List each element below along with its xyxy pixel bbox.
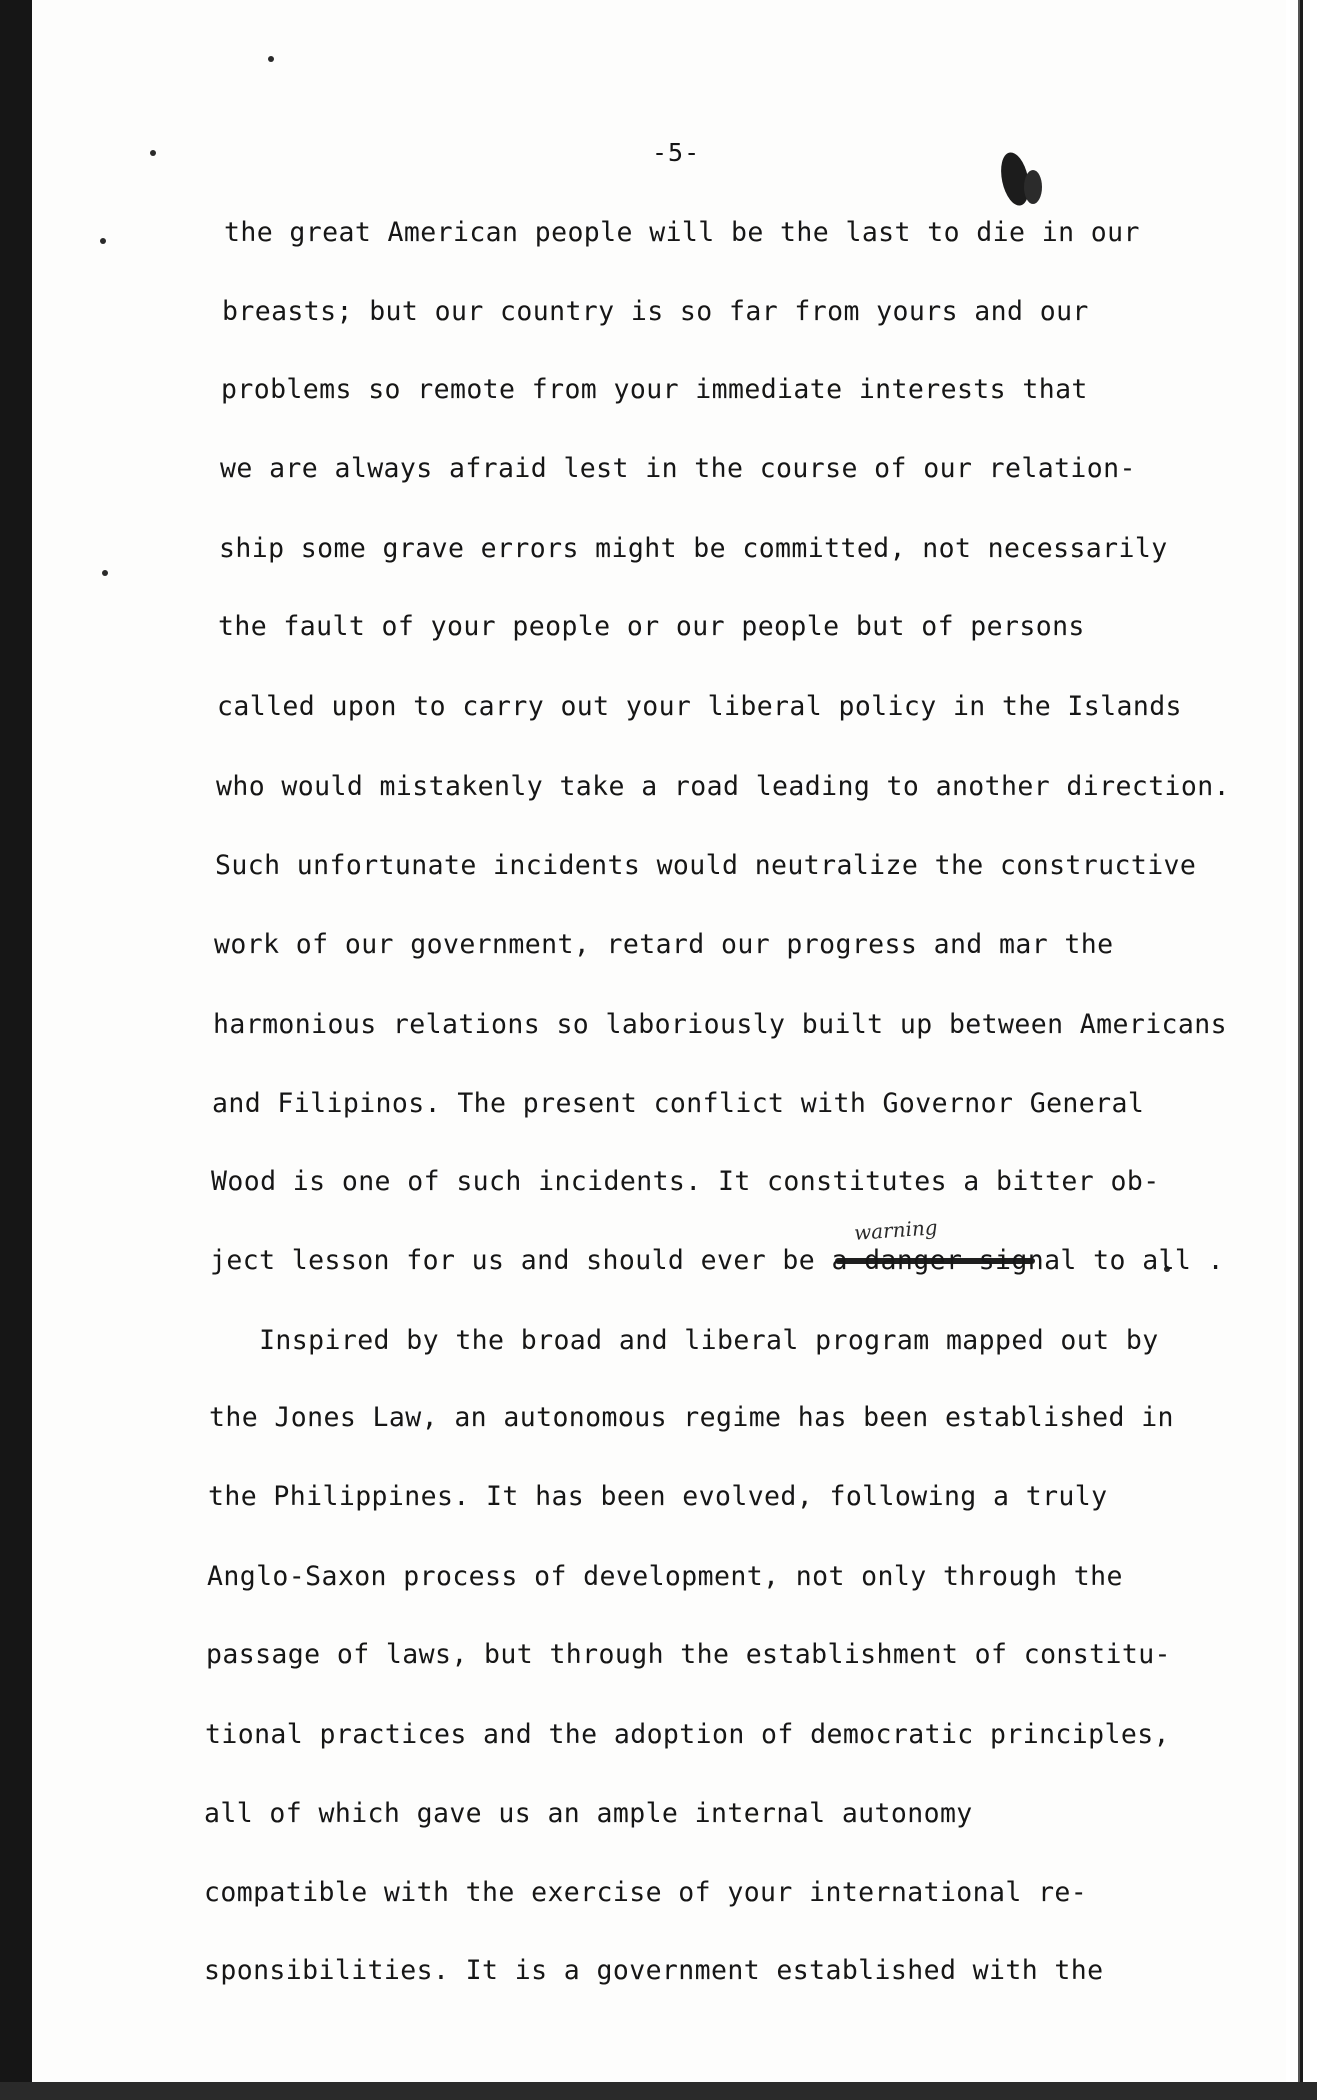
text-line: compatible with the exercise of your international re- <box>204 1877 1088 1908</box>
text-line: we are always afraid lest in the course of our relation- <box>220 453 1136 484</box>
text-line: the Jones Law, an autonomous regime has been established in <box>209 1402 1174 1433</box>
document-page <box>32 0 1286 2082</box>
text-line: Such unfortunate incidents would neutralize the constructive <box>215 850 1197 881</box>
scan-left-edge <box>0 0 32 2100</box>
page-number: -5- <box>652 138 701 167</box>
text-line: who would mistakenly take a road leading to another direction. <box>216 771 1230 802</box>
text-line: breasts; but our country is so far from yours and our <box>222 296 1089 327</box>
text-line: all of which gave us an ample internal autonomy <box>204 1798 973 1829</box>
text-line: the fault of your people or our people but of persons <box>218 611 1085 642</box>
text-line: problems so remote from your immediate interests that <box>221 374 1088 405</box>
scan-bottom-edge <box>0 2082 1317 2100</box>
text-line: passage of laws, but through the establishment of constitu- <box>206 1639 1171 1670</box>
handwritten-annotation: warning <box>853 1215 939 1245</box>
body-text <box>32 0 1286 2082</box>
text-line: ject lesson for us and should ever be a danger signal to all . <box>210 1245 1224 1276</box>
text-line: called upon to carry out your liberal policy in the Islands <box>217 691 1182 722</box>
text-line: work of our government, retard our progress and mar the <box>214 929 1114 960</box>
text-line: the great American people will be the last to die in our <box>224 217 1140 248</box>
scan-right-edge <box>1300 0 1317 2100</box>
text-line: Anglo-Saxon process of development, not only through the <box>207 1561 1123 1592</box>
text-line: Wood is one of such incidents. It constitutes a bitter ob- <box>211 1166 1160 1197</box>
text-line: the Philippines. It has been evolved, following a truly <box>208 1481 1108 1512</box>
text-line: ship some grave errors might be committed, not necessarily <box>219 533 1168 564</box>
text-line: Inspired by the broad and liberal program mapped out by <box>210 1325 1159 1356</box>
text-line: harmonious relations so laboriously built up between Americans <box>213 1009 1227 1040</box>
text-line: sponsibilities. It is a government established with the <box>204 1955 1104 1986</box>
text-line: tional practices and the adoption of democratic principles, <box>205 1719 1170 1750</box>
text-line: and Filipinos. The present conflict with Governor General <box>212 1088 1145 1119</box>
